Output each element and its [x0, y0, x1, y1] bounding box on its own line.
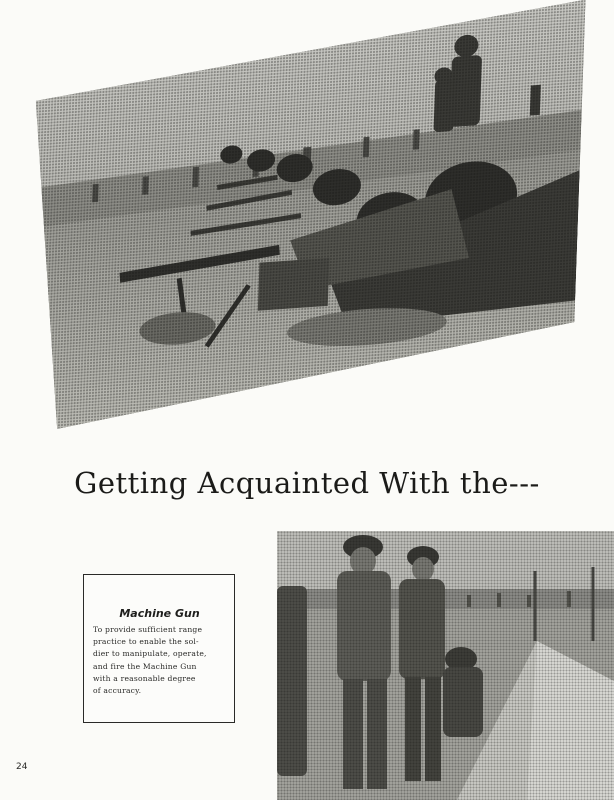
page-headline: Getting Acquainted With the---	[74, 466, 540, 500]
photo-machine-gun-firing-line	[24, 0, 585, 431]
photo-top-illustration	[24, 0, 585, 431]
caption-title: Machine Gun	[119, 607, 200, 620]
page-number: 24	[16, 762, 28, 772]
caption-box	[83, 574, 235, 723]
caption-text: To provide sufficient range practice to enable the sol- dier to manipulate, operate, and fire the Machine Gun with a reasonable degree of accuracy.	[93, 625, 207, 696]
photo-soldiers-by-tent	[277, 531, 614, 800]
photo-bottom-illustration	[277, 531, 614, 800]
